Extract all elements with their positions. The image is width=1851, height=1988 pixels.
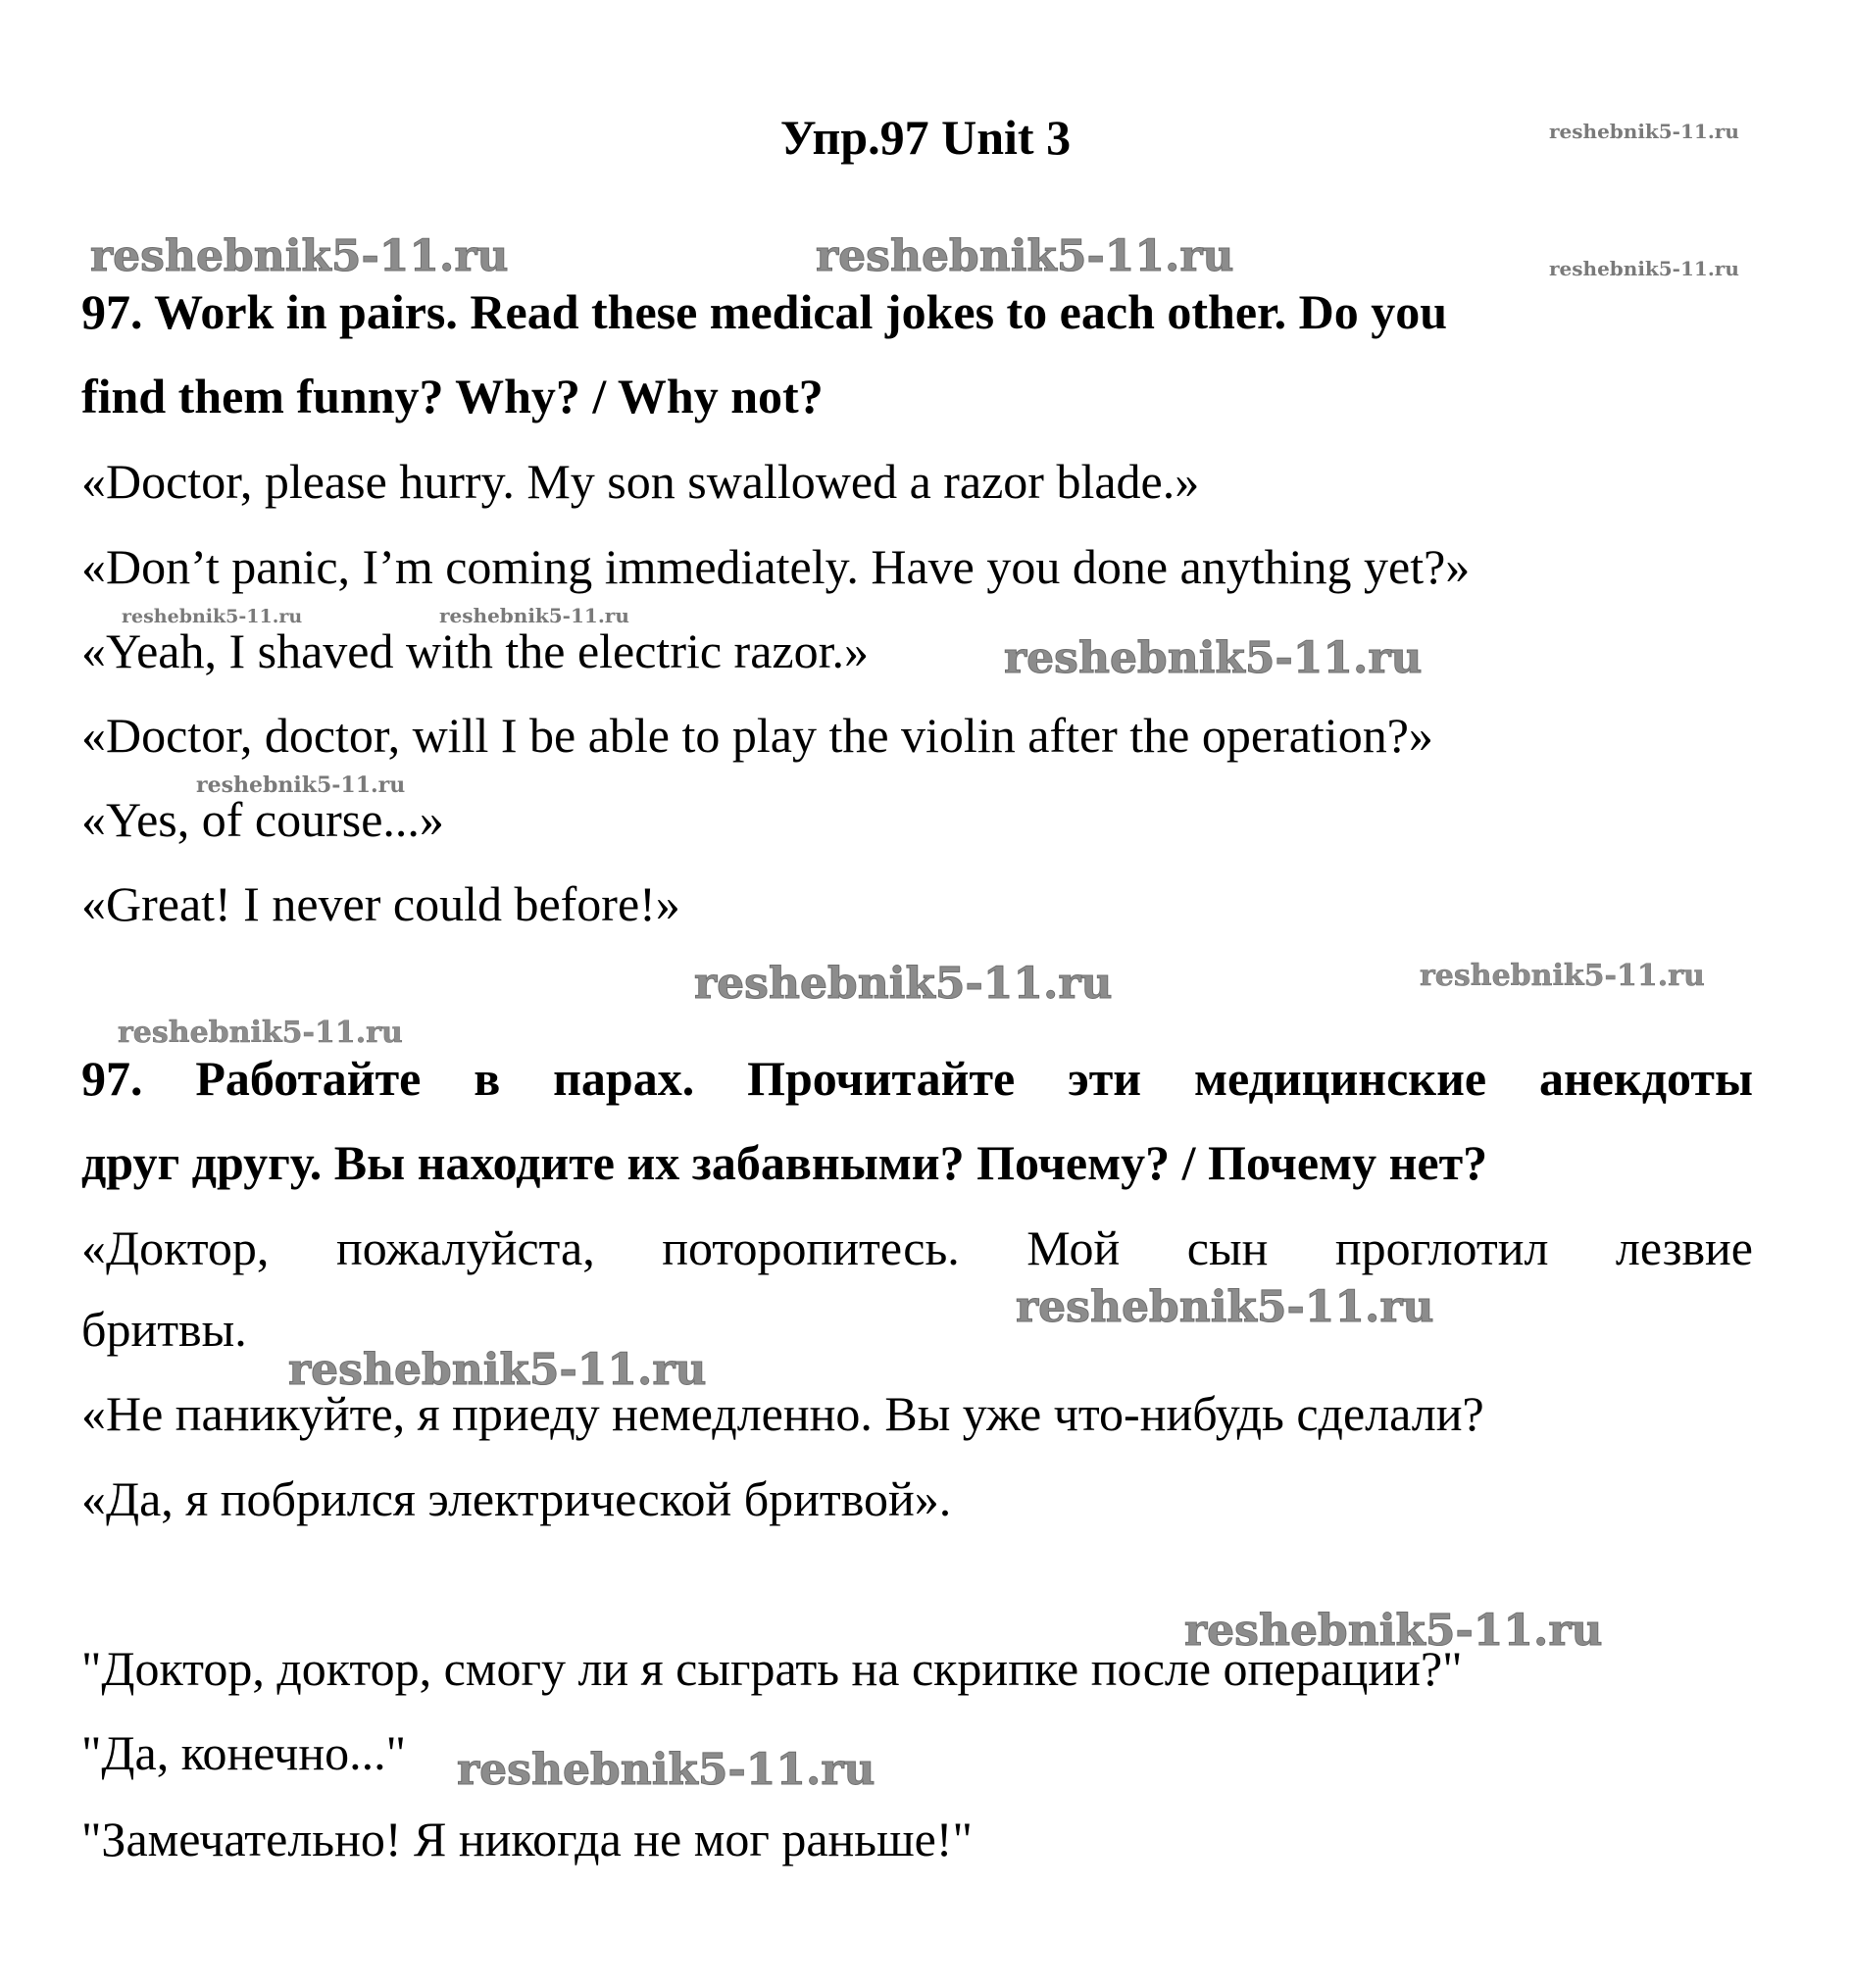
russian-joke-line: "Замечательно! Я никогда не мог раньше!" xyxy=(81,1812,973,1866)
english-joke-line: «Yes, of course...» xyxy=(81,792,444,847)
english-joke-line: «Yeah, I shaved with the electric razor.» xyxy=(81,623,869,678)
russian-joke-line: бритвы. xyxy=(81,1302,247,1357)
watermark: reshebnik5-11.ru xyxy=(1016,1282,1434,1332)
russian-joke-line: "Доктор, доктор, смогу ли я сыграть на скрипке после операции?" xyxy=(81,1641,1463,1696)
watermark: reshebnik5-11.ru xyxy=(1184,1606,1603,1656)
watermark: reshebnik5-11.ru xyxy=(457,1745,875,1795)
watermark: reshebnik5-11.ru xyxy=(288,1345,707,1395)
watermark: reshebnik5-11.ru xyxy=(1004,633,1423,683)
russian-task-line: друг другу. Вы находите их забавными? Почему? / Почему нет? xyxy=(81,1135,1488,1190)
watermark: reshebnik5-11.ru xyxy=(1549,257,1739,280)
watermark: reshebnik5-11.ru xyxy=(196,772,406,798)
english-joke-line: «Great! I never could before!» xyxy=(81,876,680,931)
watermark: reshebnik5-11.ru xyxy=(816,231,1234,281)
watermark: reshebnik5-11.ru xyxy=(439,604,629,627)
russian-joke-line: "Да, конечно..." xyxy=(81,1725,406,1780)
watermark: reshebnik5-11.ru xyxy=(90,231,509,281)
watermark: reshebnik5-11.ru xyxy=(122,606,303,627)
russian-task-line: 97. Работайте в парах. Прочитайте эти медицинские анекдоты xyxy=(81,1051,1753,1106)
english-joke-line: «Doctor, please hurry. My son swallowed a razor blade.» xyxy=(81,454,1200,509)
russian-joke-line: «Не паникуйте, я приеду немедленно. Вы уже что-нибудь сделали? xyxy=(81,1386,1484,1441)
english-joke-line: «Don’t panic, I’m coming immediately. Have you done anything yet?» xyxy=(81,539,1471,594)
watermark: reshebnik5-11.ru xyxy=(1549,120,1739,143)
english-joke-line: «Doctor, doctor, will I be able to play the violin after the operation?» xyxy=(81,708,1433,763)
russian-joke-line: «Да, я побрился электрической бритвой». xyxy=(81,1471,952,1526)
watermark: reshebnik5-11.ru xyxy=(694,959,1113,1009)
english-task-line: 97. Work in pairs. Read these medical jokes to each other. Do you xyxy=(81,284,1448,339)
russian-joke-line: «Доктор, пожалуйста, поторопитесь. Мой сын проглотил лезвие xyxy=(81,1220,1753,1275)
watermark: reshebnik5-11.ru xyxy=(1420,959,1705,993)
page-title: Упр.97 Unit 3 xyxy=(779,110,1072,165)
english-task-line: find them funny? Why? / Why not? xyxy=(81,369,824,423)
watermark: reshebnik5-11.ru xyxy=(118,1016,403,1050)
